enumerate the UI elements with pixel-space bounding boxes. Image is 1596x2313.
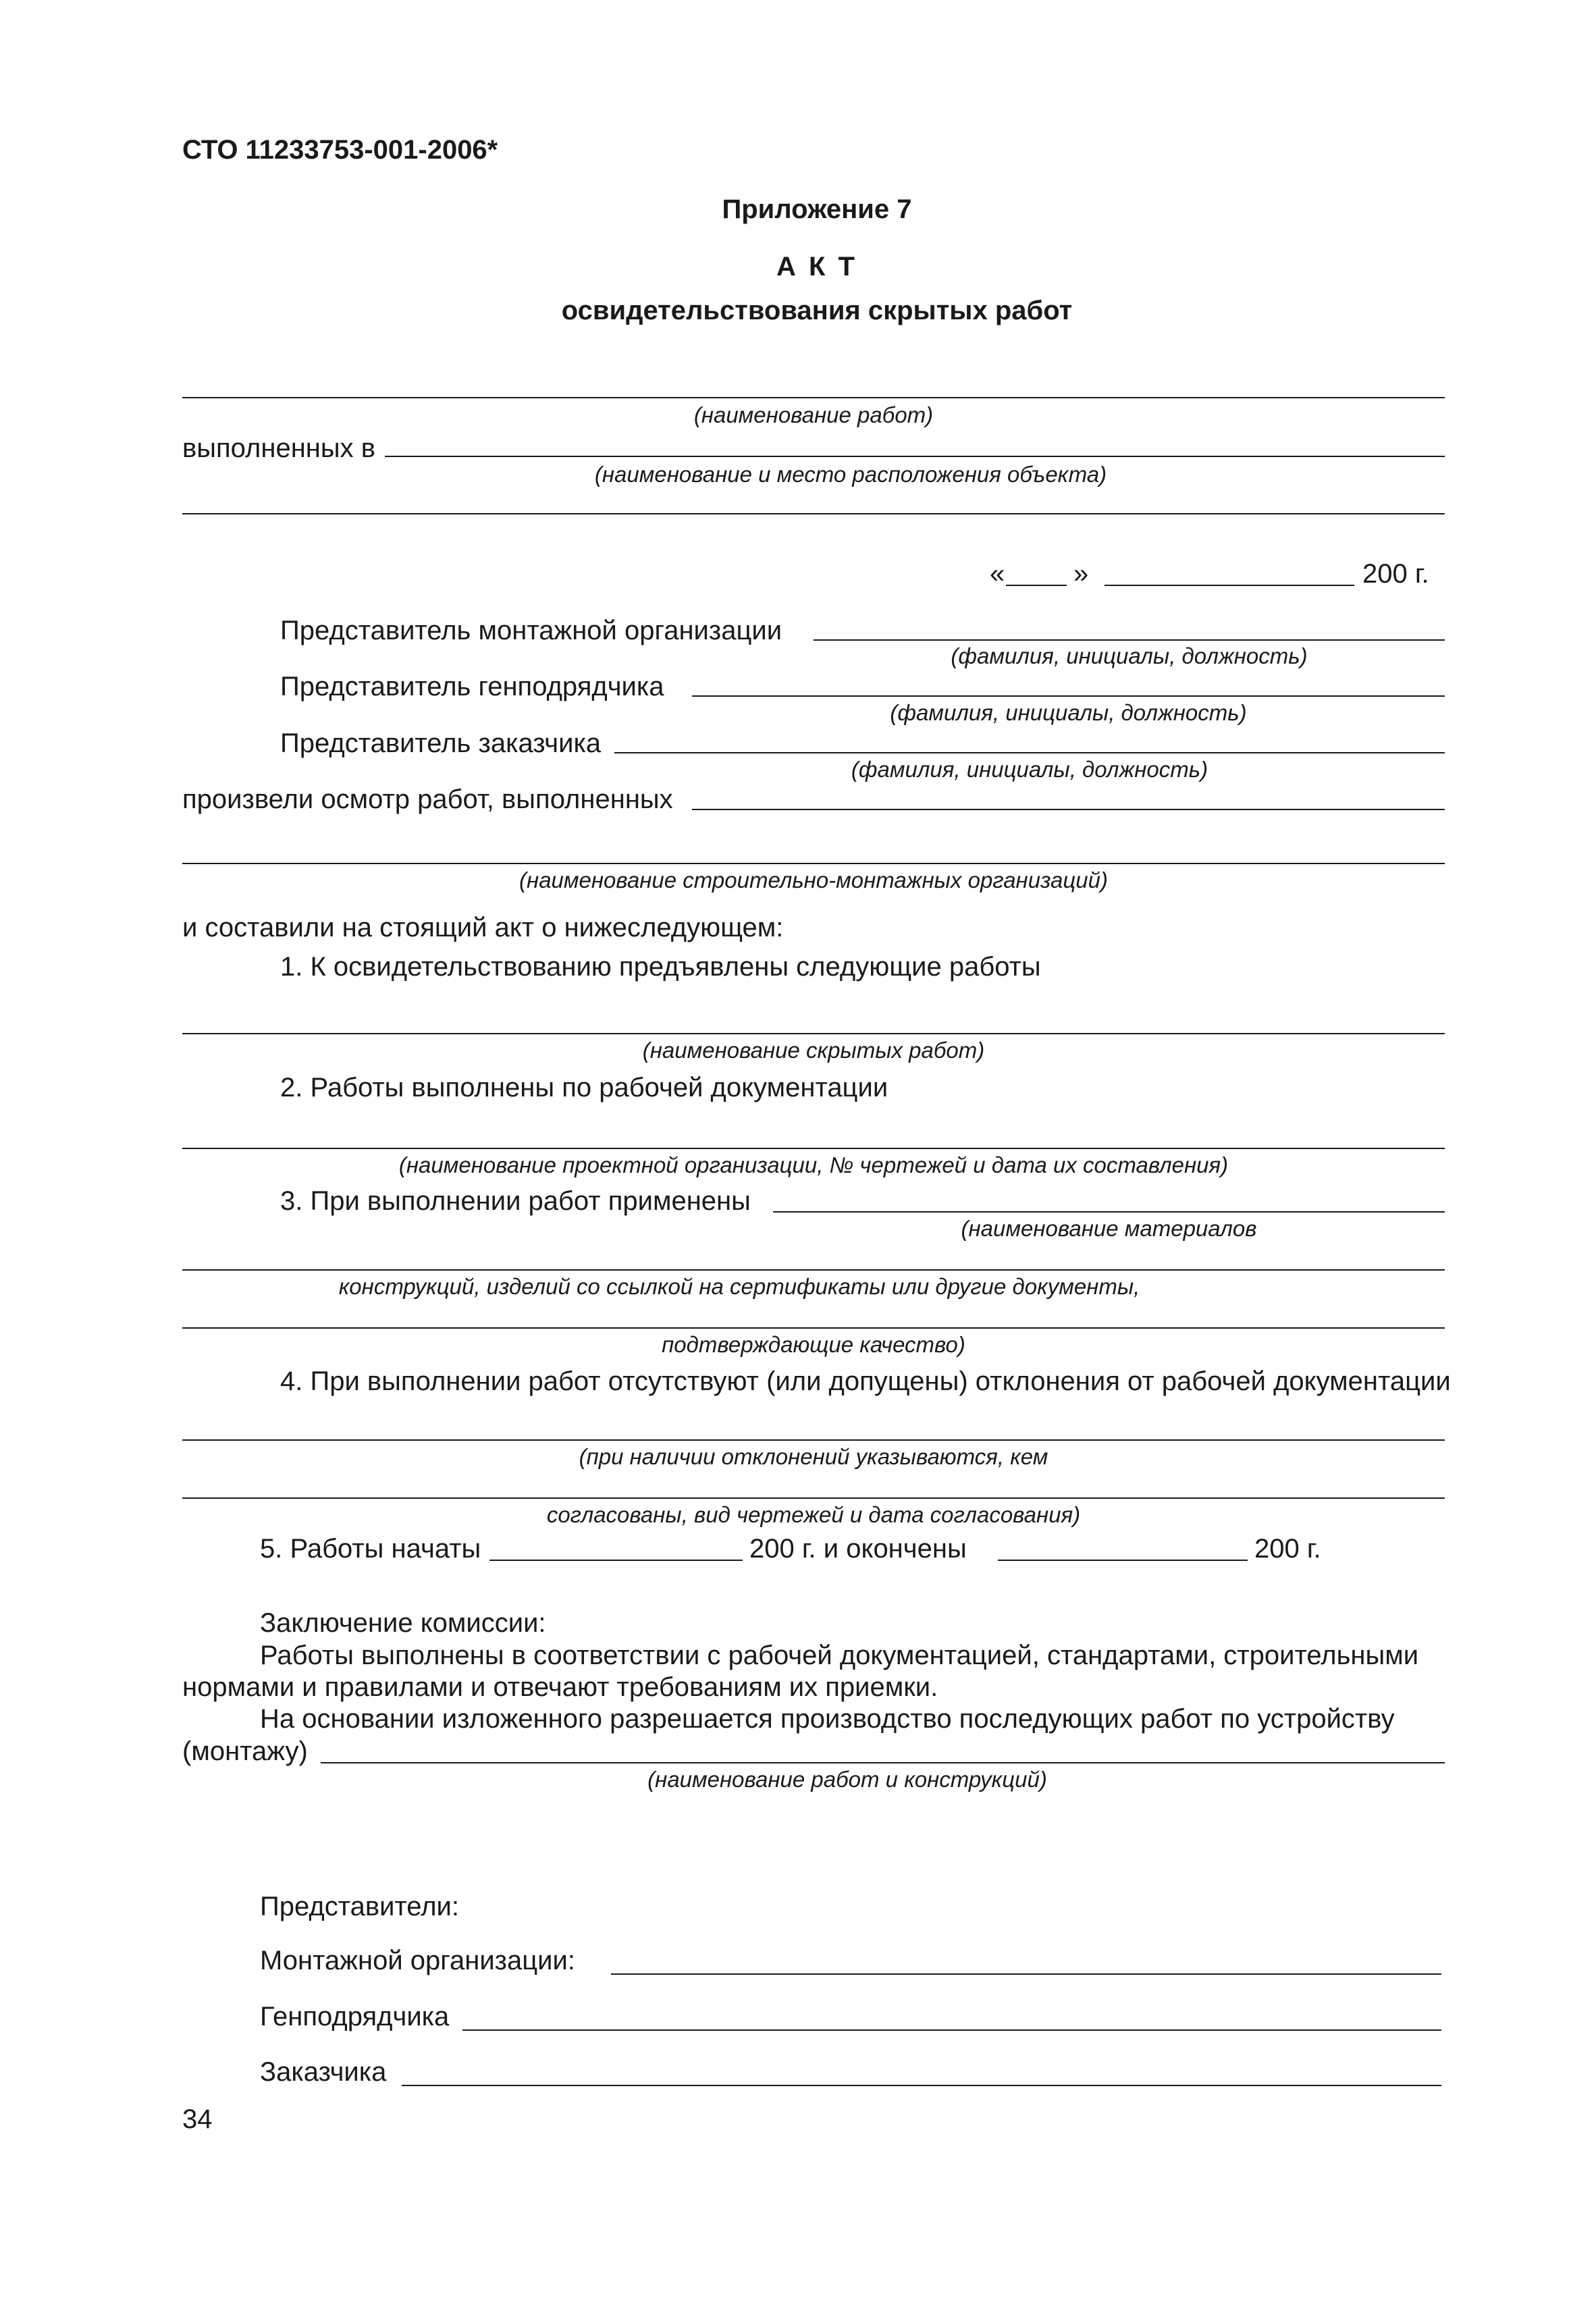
mounting-org-line <box>814 639 1445 641</box>
object-name-caption: (наименование и место расположения объекта) <box>594 462 1107 487</box>
item1-text: 1. К освидетельствованию предъявлены следующие работы <box>280 952 1041 982</box>
item4-caption2: согласованы, вид чертежей и дата согласования) <box>546 1502 1081 1527</box>
item3-line-2 <box>182 1269 1445 1271</box>
item1-caption: (наименование скрытых работ) <box>642 1038 985 1063</box>
signature-general-contractor-label: Генподрядчика <box>260 2002 450 2031</box>
signature-mounting-org-line <box>611 1973 1441 1975</box>
item1-line <box>182 1033 1445 1034</box>
conclusion-para2-label: (монтажу) <box>182 1736 308 1766</box>
conclusion-works-caption: (наименование работ и конструкций) <box>647 1767 1047 1792</box>
item5-start-date-line <box>489 1560 743 1561</box>
appendix-title: Приложение 7 <box>722 194 912 224</box>
item2-caption: (наименование проектной организации, № чертежей и дата их составления) <box>398 1152 1229 1177</box>
customer-line <box>614 752 1445 753</box>
page-number: 34 <box>182 2104 213 2134</box>
general-contractor-caption: (фамилия, инициалы, должность) <box>890 700 1247 725</box>
item4-line <box>182 1439 1445 1441</box>
item2-text: 2. Работы выполнены по рабочей документации <box>280 1073 888 1102</box>
conclusion-para1-line2: нормами и правилами и отвечают требованиям их приемки. <box>182 1672 938 1702</box>
conclusion-para1-line1: Работы выполнены в соответствии с рабочей документацией, стандартами, строительными <box>260 1641 1419 1670</box>
conclusion-para2-line1: На основании изложенного разрешается производство последующих работ по устройству <box>260 1704 1395 1734</box>
signature-general-contractor-line <box>462 2029 1441 2031</box>
signature-mounting-org-label: Монтажной организации: <box>260 1946 575 1975</box>
date-close-quote: » <box>1073 559 1089 589</box>
signatures-heading: Представители: <box>260 1892 459 1921</box>
date-open-quote: « <box>990 559 1005 589</box>
date-day-line <box>1006 585 1067 586</box>
organizations-line <box>182 863 1445 864</box>
item5-end-year: 200 г. <box>1254 1534 1321 1564</box>
object-name-line-2 <box>182 513 1445 514</box>
date-year: 200 г. <box>1362 559 1429 589</box>
item3-caption1: (наименование материалов <box>961 1216 1257 1241</box>
signature-customer-line <box>402 2085 1441 2086</box>
organizations-caption: (наименование строительно-монтажных организаций) <box>519 868 1108 893</box>
item4-caption1: (при наличии отклонений указываются, кем <box>579 1444 1048 1469</box>
item3-line <box>773 1211 1445 1213</box>
object-name-line <box>385 456 1445 457</box>
mounting-org-label: Представитель монтажной организации <box>280 616 782 645</box>
conclusion-works-line <box>321 1762 1445 1763</box>
document-code: СТО 11233753-001-2006* <box>182 135 498 165</box>
general-contractor-line <box>692 695 1445 697</box>
item3-text: 3. При выполнении работ применены <box>280 1186 751 1216</box>
item3-caption3: подтверждающие качество) <box>662 1332 965 1357</box>
item3-line-3 <box>182 1327 1445 1329</box>
item3-caption2: конструкций, изделий со ссылкой на сертификаты или другие документы, <box>338 1274 1140 1299</box>
item2-line <box>182 1148 1445 1149</box>
item5-end-date-line <box>998 1560 1248 1561</box>
mounting-org-caption: (фамилия, инициалы, должность) <box>951 643 1308 668</box>
item5-finished-label: 200 г. и окончены <box>749 1534 967 1564</box>
act-title: А К Т <box>776 252 857 282</box>
inspection-label: произвели осмотр работ, выполненных <box>182 785 673 814</box>
general-contractor-label: Представитель генподрядчика <box>280 672 664 701</box>
item4-text: 4. При выполнении работ отсутствуют (или допущены) отклонения от рабочей документации <box>280 1366 1451 1396</box>
inspection-line <box>692 809 1445 810</box>
customer-caption: (фамилия, инициалы, должность) <box>851 757 1208 782</box>
item4-line-2 <box>182 1497 1445 1499</box>
conclusion-heading: Заключение комиссии: <box>260 1608 546 1638</box>
customer-label: Представитель заказчика <box>280 728 602 758</box>
signature-customer-label: Заказчика <box>260 2057 387 2087</box>
compiled-text: и составили на стоящий акт о нижеследующем: <box>182 913 784 942</box>
act-subtitle: освидетельствования скрытых работ <box>561 296 1073 325</box>
item5-started-label: 5. Работы начаты <box>260 1534 481 1564</box>
works-name-line <box>182 397 1445 398</box>
date-month-line <box>1105 585 1354 586</box>
works-name-caption: (наименование работ) <box>693 402 934 427</box>
performed-in-label: выполненных в <box>182 433 375 463</box>
